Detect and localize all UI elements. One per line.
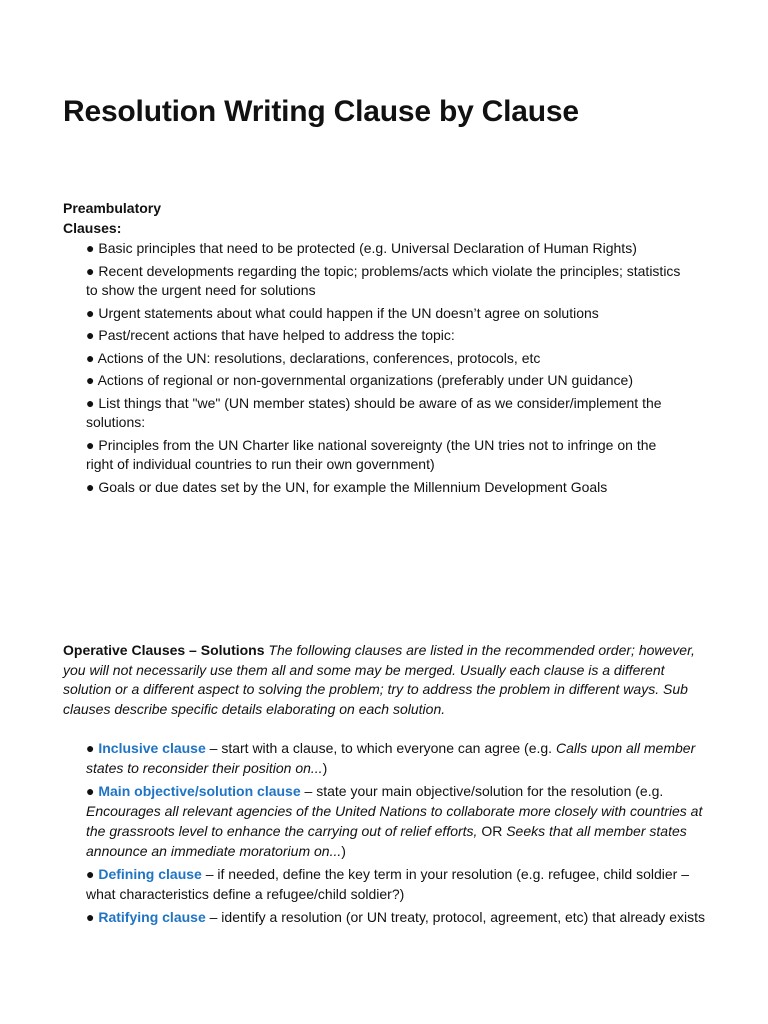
- operative-list: [86, 738, 706, 930]
- clause-text: ): [341, 843, 346, 859]
- clause-text: – if needed, define the key term in your resolution (e.g. refugee, child soldier – what characteristics define a refugee/child soldier?): [86, 866, 689, 902]
- list-item-text: Recent developments regarding the topic; problems/acts which violate the principles; statistics to show the urgent need for solutions: [86, 262, 681, 298]
- clause-text: OR: [477, 823, 507, 839]
- bullet: ●: [86, 740, 95, 756]
- list-item-text: Urgent statements about what could happen if the UN doesn’t agree on solutions: [98, 304, 599, 321]
- list-item: [86, 738, 706, 778]
- page-title: Resolution Writing Clause by Clause: [63, 95, 579, 128]
- operative-intro: [63, 641, 703, 719]
- bullet: ●: [86, 327, 95, 343]
- bullet: ●: [86, 866, 95, 882]
- list-item-text: Principles from the UN Charter like national sovereignty (the UN tries not to infringe on the right of individual countries to run their own government): [86, 436, 657, 472]
- clause-example: Calls upon all member states to reconsider their position on...: [86, 740, 696, 776]
- operative-heading: Operative Clauses – Solutions: [63, 642, 265, 658]
- list-item: [86, 478, 686, 498]
- clause-text: – state your main objective/solution for the resolution (e.g.: [300, 783, 664, 799]
- bullet: ●: [86, 372, 95, 388]
- list-item-text: Goals or due dates set by the UN, for example the Millennium Development Goals: [98, 478, 608, 495]
- preambulatory-heading: [63, 198, 161, 238]
- bullet: ●: [86, 478, 95, 495]
- list-item: [86, 262, 686, 301]
- list-item-text: Actions of regional or non-governmental organizations (preferably under UN guidance): [97, 372, 634, 388]
- bullet: ●: [86, 304, 95, 321]
- list-item-text: Actions of the UN: resolutions, declarations, conferences, protocols, etc: [97, 349, 541, 366]
- list-item: [86, 907, 706, 927]
- bullet: ●: [86, 436, 95, 453]
- clause-text: – identify a resolution (or UN treaty, protocol, agreement, etc) that already exists: [205, 909, 706, 925]
- list-item: [86, 304, 686, 324]
- clause-term: Ratifying clause: [98, 909, 206, 925]
- preambulatory-heading-line1: Preambulatory: [63, 200, 162, 216]
- clause-text: – start with a clause, to which everyone can agree (e.g.: [205, 740, 556, 756]
- clause-term: Main objective/solution clause: [98, 783, 301, 799]
- list-item-text: List things that "we" (UN member states) should be aware of as we consider/implement the solutions:: [86, 394, 662, 430]
- bullet: ●: [86, 394, 95, 411]
- bullet: ●: [86, 783, 95, 799]
- clause-example: Encourages all relevant agencies of the United Nations to collaborate more closely with countries at the grassroots level to enhance the carrying out of relief efforts,: [86, 803, 703, 839]
- preambulatory-heading-line2: Clauses:: [63, 220, 122, 236]
- bullet: ●: [86, 349, 95, 366]
- list-item: [86, 326, 686, 346]
- operative-description: The following clauses are listed in the recommended order; however, you will not necessarily use them all and some may be merged. Usually each clause is a different solution or a different aspect to solving the problem; try to address the problem in different ways. Sub clauses describe specific details elaborating on each solution.: [63, 642, 695, 717]
- list-item: [86, 371, 686, 391]
- bullet: ●: [86, 240, 95, 256]
- list-item: [86, 436, 686, 475]
- clause-text: ): [322, 760, 328, 776]
- list-item: [86, 349, 686, 369]
- clause-term: Inclusive clause: [98, 740, 206, 756]
- list-item: [86, 864, 706, 904]
- bullet: ●: [86, 262, 95, 279]
- list-item: [86, 781, 706, 861]
- list-item: [86, 239, 686, 259]
- list-item-text: Past/recent actions that have helped to address the topic:: [98, 327, 455, 343]
- preambulatory-list: [86, 239, 686, 500]
- bullet: ●: [86, 909, 95, 925]
- list-item-text: Basic principles that need to be protected (e.g. Universal Declaration of Human Rights): [98, 240, 637, 256]
- list-item: [86, 394, 686, 433]
- clause-example: Seeks that all member states announce an immediate moratorium on...: [86, 823, 687, 859]
- clause-term: Defining clause: [98, 866, 202, 882]
